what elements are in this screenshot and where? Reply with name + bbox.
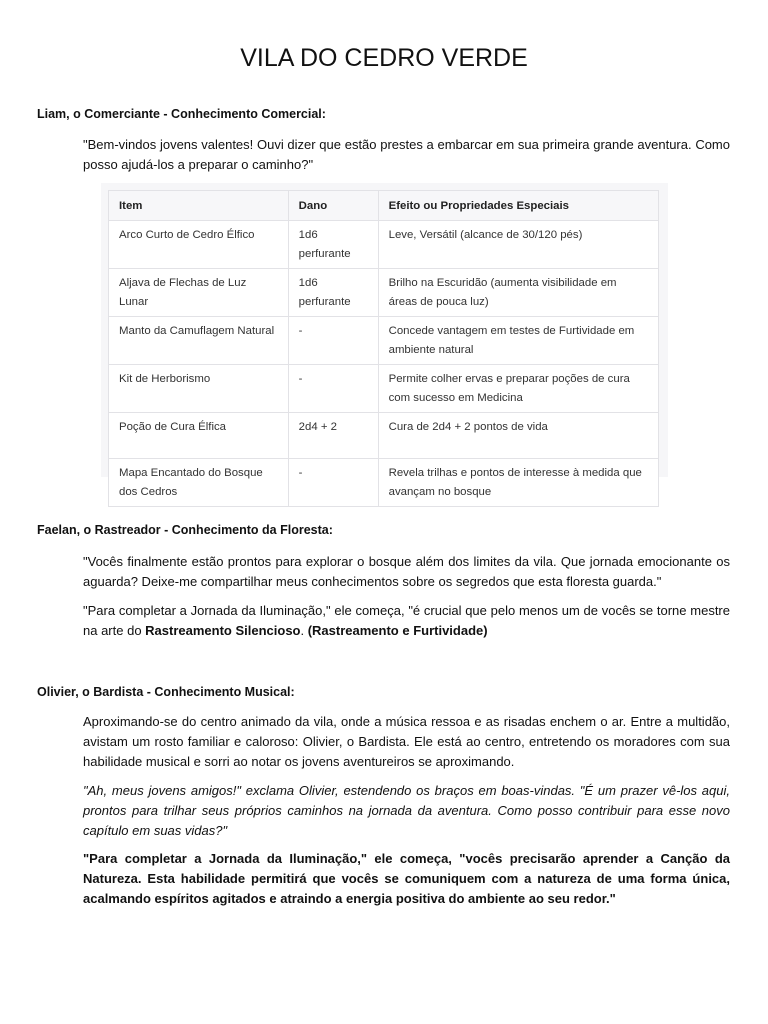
faelan-p2-text: "Para completar a Jornada da Iluminação," ele começa, "é crucial que pelo menos um de vocês se torne mestre na arte do [83,603,730,638]
table-cell-item: Poção de Cura Élfica [109,412,289,458]
olivier-paragraph-2: "Ah, meus jovens amigos!" exclama Olivier, estendendo os braços em boas-vindas. "É um prazer vê-los aqui, prontos para trilhar seus próprios caminhos na jornada da aventura. Como posso contribuir para esse novo capítulo em suas vidas?" [83,783,730,838]
liam-quote: "Bem-vindos jovens valentes! Ouvi dizer que estão prestes a embarcar em sua primeira grande aventura. Como posso ajudá-los a preparar o caminho?" [83,137,730,172]
table-row [109,316,659,364]
table-row [109,364,659,412]
table-cell-effect: Concede vantagem em testes de Furtividade em ambiente natural [378,316,658,364]
table-cell-item: Mapa Encantado do Bosque dos Cedros [109,458,289,506]
item-table-frame [101,183,668,498]
table-cell-damage: - [288,364,378,412]
table-row [109,412,659,458]
table-cell-damage: 1d6 perfurante [288,220,378,268]
table-header-effect: Efeito ou Propriedades Especiais [378,191,658,221]
table-cell-damage: 1d6 perfurante [288,268,378,316]
olivier-paragraph-3: "Para completar a Jornada da Iluminação," ele começa, "vocês precisarão aprender a Canção da Natureza. Esta habilidade permitirá que vocês se comuniquem com a natureza de uma forma única, acalmando espíritos agitados e atraindo a energia positiva do ambiente ao seu redor." [83,851,730,906]
table-cell-effect: Cura de 2d4 + 2 pontos de vida [378,412,658,458]
table-cell-effect: Permite colher ervas e preparar poções de cura com sucesso em Medicina [378,364,658,412]
table-row [109,268,659,316]
table-cell-effect: Brilho na Escuridão (aumenta visibilidade em áreas de pouca luz) [378,268,658,316]
table-cell-damage: - [288,458,378,506]
olivier-paragraph-1: Aproximando-se do centro animado da vila, onde a música ressoa e as risadas enchem o ar. Entre a multidão, avistam um rosto familiar e caloroso: Olivier, o Bardista. Ele está ao centro, entretendo os moradores com sua habilidade musical e sorri ao notar os jovens aventureiros se aproximando. [83,714,730,769]
table-row [109,458,659,506]
faelan-skill-name: Rastreamento Silencioso [145,623,301,638]
table-cell-damage: - [288,316,378,364]
table-cell-effect: Leve, Versátil (alcance de 30/120 pés) [378,220,658,268]
page-title: VILA DO CEDRO VERDE [240,44,528,72]
table-header-row [109,191,659,221]
table-cell-damage: 2d4 + 2 [288,412,378,458]
table-cell-item: Manto da Camuflagem Natural [109,316,289,364]
faelan-paragraph-1: "Vocês finalmente estão prontos para explorar o bosque além dos limites da vila. Que jornada emocionante os aguarda? Deixe-me compartilhar meus conhecimentos sobre os segredos que esta floresta guarda." [83,554,730,589]
item-table [108,190,659,507]
faelan-paragraph-2 [83,601,730,641]
faelan-skill-note: (Rastreamento e Furtividade) [307,623,488,638]
faelan-heading: Faelan, o Rastreador - Conhecimento da Floresta: [37,523,333,537]
table-cell-item: Aljava de Flechas de Luz Lunar [109,268,289,316]
olivier-heading: Olivier, o Bardista - Conhecimento Musical: [37,685,295,699]
table-row [109,220,659,268]
table-cell-item: Kit de Herborismo [109,364,289,412]
liam-heading: Liam, o Comerciante - Conhecimento Comercial: [37,107,326,121]
faelan-p2-separator: . [300,623,308,638]
table-cell-effect: Revela trilhas e pontos de interesse à medida que avançam no bosque [378,458,658,506]
table-header-item: Item [109,191,289,221]
table-header-damage: Dano [288,191,378,221]
table-cell-item: Arco Curto de Cedro Élfico [109,220,289,268]
